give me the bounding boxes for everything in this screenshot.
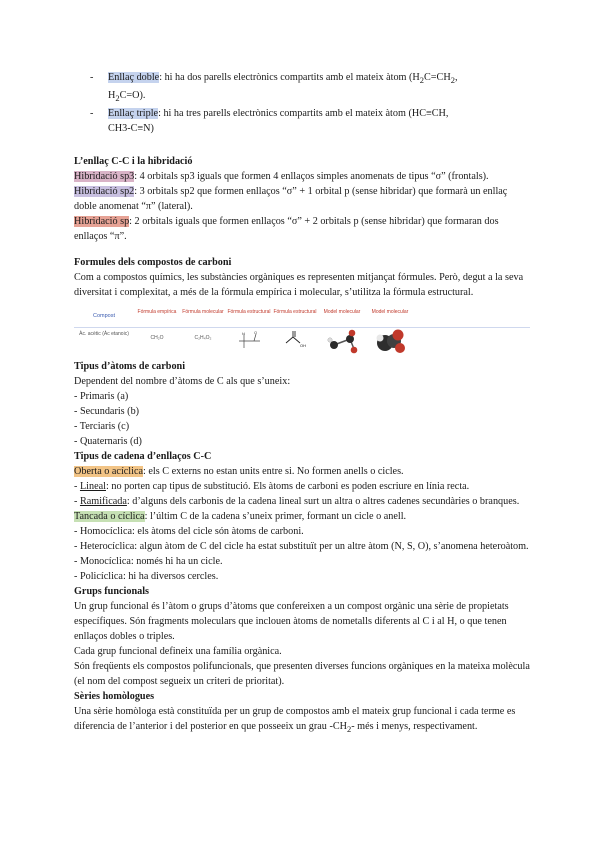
paragraph: Com a compostos químics, les substàncies orgàniques es representen mitjançat fórmules. Però, degut a la seva diversitat i complexitat, a més de la fórmula empírica i molecular, s’utilitza la fórmula estructural. [74,272,524,299]
section-heading: Grups funcionals [74,586,150,598]
svg-text:O: O [254,330,258,336]
section-heading: Sèries homòlogues [74,691,155,703]
section-carbon-types [74,359,530,449]
table-row [74,328,530,354]
skeletal-formula-image [280,329,312,353]
list-item: - Monocíclica: només hi ha un cicle. [74,556,223,568]
table-header-cell: Fórmula estructural [227,309,271,316]
section-hybridization [74,154,530,244]
table-cell: CH₂O [150,335,164,342]
highlight-term: Enllaç doble [108,72,160,83]
list-item: - Heterocíclica: algun àtom de C del cicle ha estat substituït per un altre àtom (N, S, O), s’anomena heteroàtom. [74,541,529,553]
section-heading: Tipus de cadena d’enllaços C-C [74,451,212,463]
svg-text:OH: OH [300,343,306,349]
paragraph: Cada grup funcional defineix una família orgànica. [74,646,282,658]
list-item: - Primaris (a) [74,391,129,403]
ball-stick-model-image [326,329,360,355]
paragraph: Un grup funcional és l’àtom o grups d’àtoms que confereixen a un compost orgànic una sèrie de propietats específiques. Són fragments moleculars que inclouen àtoms de nometalls diferents al C i al H, o que tenen enllaços dobles o triples. [74,601,509,643]
highlight-term: Oberta o acíclica [74,466,144,478]
table-header-cell: Fórmula estructural [273,309,317,316]
table-header [74,306,530,328]
section-heading: L’enllaç C-C i la hibridació [74,156,193,168]
table-header-cell: Compost [92,313,115,320]
paragraph: Dependent del nombre d’àtoms de C als que s’uneix: [74,376,291,388]
list-item: - Lineal: no porten cap tipus de substitució. Els àtoms de carboni es poden escriure en línia recta. [74,481,470,493]
svg-text:H: H [242,331,245,337]
underlined-term: Ramificada [79,496,127,508]
table-cell: Àc. acètic (Àc etanoic) [79,331,129,338]
document-page [74,70,530,737]
highlight-term: Hibridació sp [74,216,130,228]
list-item: - Ramificada: d’alguns dels carbonis de la cadena lineal surt un altra o altres cadenes secundàries o branques. [74,496,520,508]
space-filling-model-image [374,329,408,355]
paragraph: Una sèrie homòloga està constituïda per un grup de compostos amb el mateix grup funcional i cada terme es diferencia de l’anterior i del posterior en que posseeix un grau $-CH_2-$ més i menys, respectivament. [74,706,516,735]
list-item: - Quaternaris (d) [74,436,142,448]
table-header-cell: Fórmula empírica [137,309,177,316]
section-formulas [74,255,530,354]
list-item: - Enllaç triple: hi ha tres parells electrònics compartits amb el mateix àtom (HC≡CH, CH3-C≡N) [90,108,449,135]
highlight-term: Hibridació sp3 [74,171,135,183]
list-item: - Secundaris (b) [74,406,140,418]
table-cell: C₂H₄O₂ [194,335,212,342]
section-heading: Formules dels compostos de carboni [74,257,232,269]
paragraph: Hibridació sp3: 4 orbitals sp3 iguals que formen 4 enllaços simples anomenats de tipus “σ” (frontals). [74,171,489,183]
formula-table [74,306,530,354]
highlight-term: Tancada o cíclica [74,511,145,523]
list-item: - Homocíclica: els àtoms del cicle són àtoms de carboni. [74,526,304,538]
section-homologous-series [74,689,530,737]
paragraph: Hibridació sp2: 3 orbitals sp2 que formen enllaços “σ” + 1 orbital p (sense hibridar) que formarà un enllaç doble anomenat “π” (lateral). [74,186,508,213]
paragraph: Tancada o cíclica: l’últim C de la cadena s’uneix primer, formant un cicle o anell. [74,511,407,523]
section-chain-types [74,449,530,584]
list-item: - Enllaç doble: hi ha dos parells electrònics compartits amb el mateix àtom ($H_2C=CH_2$, $H_2C=O$). [90,72,458,104]
highlight-term: Enllaç triple [108,108,159,120]
table-header-cell: Model molecular [323,309,361,316]
bond-type-list [74,70,530,136]
table-header-cell: Model molecular [371,309,409,316]
paragraph: Són freqüents els compostos polifuncionals, que presenten diverses funcions orgàniques en la mateixa molècula (el nom del compost segueix un criteri de prioritat). [74,661,530,688]
table-header-cell: Fórmula molecular [182,309,224,316]
list-item: - Policíclica: hi ha diversos cercles. [74,571,219,583]
section-heading: Tipus d’àtoms de carboni [74,361,186,373]
section-functional-groups [74,584,530,689]
paragraph: Hibridació sp: 2 orbitals iguals que formen enllaços “σ” + 2 orbitals p (sense hibridar) que formaran dos enllaços “π”. [74,216,499,243]
structural-formula-image [234,329,266,353]
highlight-term: Hibridació sp2 [74,186,135,198]
underlined-term: Lineal [79,481,106,493]
list-item: - Terciaris (c) [74,421,130,433]
paragraph: Oberta o acíclica: els C externs no estan units entre si. No formen anells o cicles. [74,466,404,478]
